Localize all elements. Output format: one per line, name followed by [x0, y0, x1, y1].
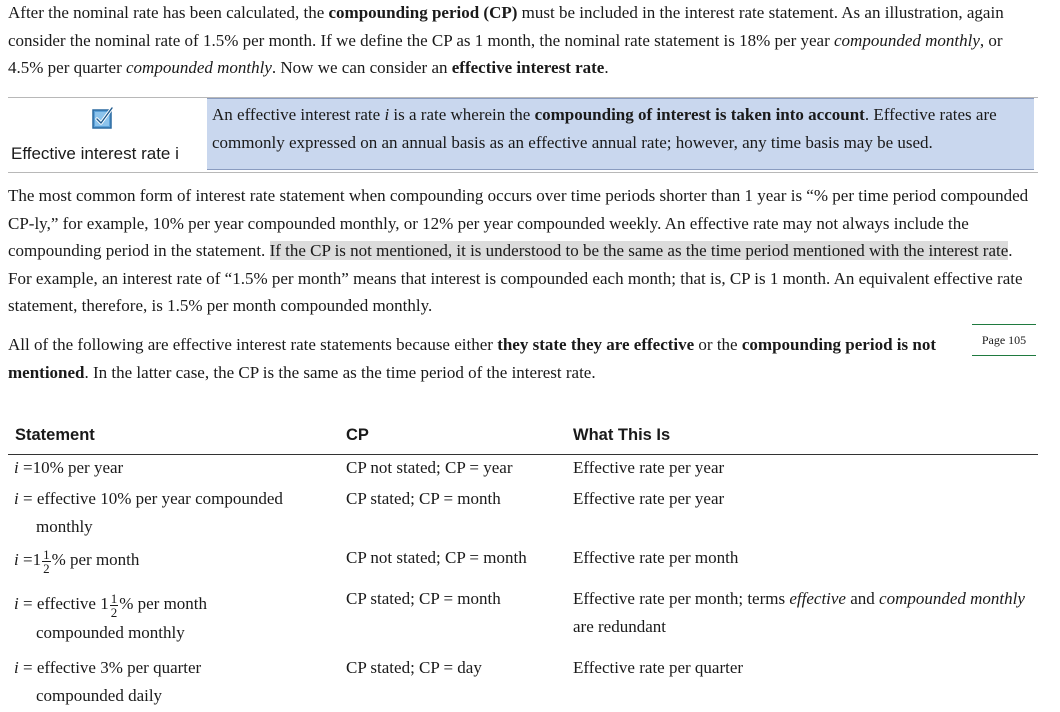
definition-term: Effective interest rate i — [11, 144, 179, 163]
table-cell-what: Effective rate per month; terms effective and compounded monthly are redundant — [573, 589, 1025, 636]
highlighted-text: If the CP is not mentioned, it is understood to be the same as the time period mentioned with the interest rate — [269, 241, 1009, 260]
table-cell-cp: CP not stated; CP = year — [346, 458, 513, 477]
divider — [8, 172, 1038, 173]
table-cell-cp: CP stated; CP = month — [346, 589, 501, 608]
table-cell-statement: i = effective 1 $\frac{1}{2}$ % per month compounded monthly — [14, 590, 208, 642]
table-cell-what: Effective rate per year — [573, 489, 725, 508]
table-cell-what: Effective rate per year — [573, 458, 725, 477]
table-cell-what: Effective rate per quarter — [573, 658, 744, 677]
table-cell-cp: CP not stated; CP = month — [346, 548, 527, 567]
table-cell-statement: i = effective 3% per quarter compounded daily — [14, 658, 202, 705]
body-paragraph: The most common form of interest rate statement when compounding occurs over time periods shorter than 1 year is “% per time period compounded CP-ly,” for example, 10% per year compounded monthly, or 12% per year compounded weekly. An effective rate may not always include the compounding period in the statement. If the CP is not mentioned, it is understood to be the same as the time period mentioned with the interest rate. For example, an interest rate of “1.5% per month” means that interest is compounded each month; that is, CP is 1 month. An equivalent effective rate statement, therefore, is 1.5% per month compounded monthly. — [8, 186, 1029, 315]
table-cell-statement: i =10% per year — [14, 458, 124, 477]
checkbox-icon — [92, 106, 114, 130]
definition-box: An effective interest rate i is a rate wherein the compounding of interest is taken into account. Effective rates are commonly expressed on an annual basis as an effective annual rate; however, any time basis may be used. — [207, 98, 1034, 170]
table-cell-statement: i = effective 10% per year compounded monthly — [14, 489, 283, 536]
intro-paragraph: After the nominal rate has been calculated, the compounding period (CP) must be included in the interest rate statement. As an illustration, again consider the nominal rate of 1.5% per month. If we define the CP as 1 month, the nominal rate statement is 18% per year compounded monthly, or 4.5% per quarter compounded monthly. Now we can consider an effective interest rate. — [8, 3, 1004, 77]
page-marker: Page 105 — [972, 324, 1036, 356]
table-cell-cp: CP stated; CP = day — [346, 658, 482, 677]
table-header-what: What This Is — [573, 426, 671, 444]
table-header-cp: CP — [346, 426, 369, 444]
table-cell-statement: i =1 $\frac{1}{2}$ % per month — [14, 546, 140, 576]
table-cell-cp: CP stated; CP = month — [346, 489, 501, 508]
table-header-statement: Statement — [15, 426, 95, 444]
table-cell-what: Effective rate per month — [573, 548, 739, 567]
body-paragraph: All of the following are effective interest rate statements because either they state they are effective or the compounding period is not mentioned. In the latter case, the CP is the same as the time period of the interest rate. — [8, 335, 936, 382]
